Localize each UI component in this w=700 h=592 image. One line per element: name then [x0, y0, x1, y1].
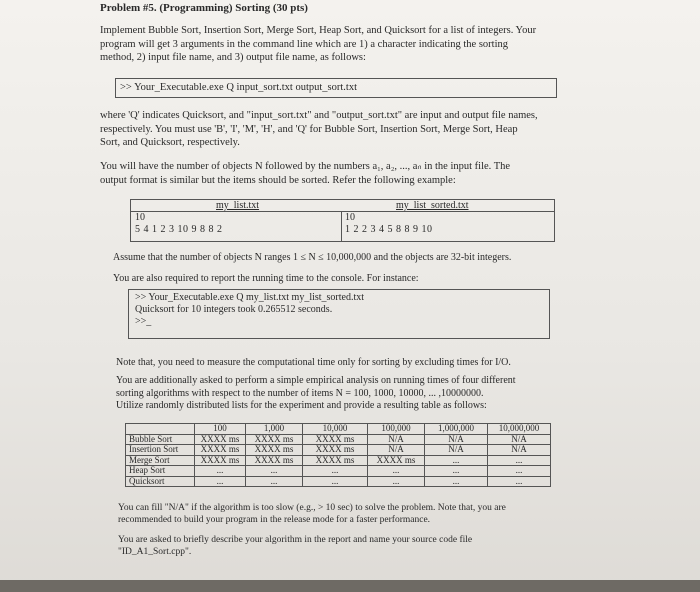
table-row [126, 455, 551, 466]
table-row [126, 466, 551, 477]
table-cell: ... [195, 466, 246, 477]
example-right-count: 10 [345, 212, 355, 223]
console-line: >>_ [135, 316, 152, 327]
describe-line: "ID_A1_Sort.cpp". [118, 546, 192, 557]
table-cell: XXXX ms [195, 445, 246, 456]
row-label: Heap Sort [126, 466, 195, 477]
command-box [115, 78, 557, 98]
table-cell: ... [195, 476, 246, 487]
row-label: Quicksort [126, 476, 195, 487]
header-cell: 1,000,000 [425, 424, 488, 435]
where-paragraph [100, 109, 538, 150]
table-cell: N/A [368, 445, 425, 456]
table-cell: N/A [425, 445, 488, 456]
console-output [135, 292, 364, 328]
additional-paragraph [116, 375, 516, 413]
additional-line: Utilize randomly distributed lists for the experiment and provide a resulting table as follows: [116, 400, 487, 411]
table-cell: XXXX ms [368, 455, 425, 466]
table-cell: ... [488, 476, 551, 487]
header-cell: 1,000 [246, 424, 303, 435]
header-cell: 100,000 [368, 424, 425, 435]
table-row [126, 445, 551, 456]
header-cell: 10,000 [303, 424, 368, 435]
table-cell: ... [246, 476, 303, 487]
fill-na-line: You can fill "N/A" if the algorithm is too slow (e.g., > 10 sec) to solve the problem. Note that, you are [118, 503, 506, 513]
row-label: Insertion Sort [126, 445, 195, 456]
example-left-values: 5 4 1 2 3 10 9 8 8 2 [135, 224, 223, 235]
table-row [126, 476, 551, 487]
describe-line: You are asked to briefly describe your algorithm in the report and name your source code file [118, 535, 473, 545]
table-cell: XXXX ms [195, 455, 246, 466]
additional-line: You are additionally asked to perform a simple empirical analysis on running times of four different [116, 375, 516, 386]
table-cell: N/A [488, 445, 551, 456]
table-cell: ... [303, 466, 368, 477]
row-label: Merge Sort [126, 455, 195, 466]
header-cell: 10,000,000 [488, 424, 551, 435]
table-cell: XXXX ms [195, 434, 246, 445]
example-header-row [131, 200, 554, 212]
console-line: >> Your_Executable.exe Q my_list.txt my_list_sorted.txt [135, 292, 365, 303]
intro-line: Implement Bubble Sort, Insertion Sort, Merge Sort, Heap Sort, and Quicksort for a list of integers. Your [100, 25, 537, 36]
fill-na-paragraph [118, 503, 506, 526]
page-edge-shadow [0, 580, 700, 592]
where-line: respectively. You must use 'B', 'I', 'M', 'H', and 'Q' for Bubble Sort, Insertion Sort, Merge Sort, Heap [100, 123, 518, 135]
table-row [126, 434, 551, 445]
intro-line: method, 2) input file name, and 3) output file name, as follows: [100, 52, 366, 63]
numbers-line: You will have the number of objects N followed by the numbers a₁, a₂, ..., aₙ in the input file. The [100, 161, 511, 172]
table-cell: XXXX ms [303, 445, 368, 456]
console-line: Quicksort for 10 integers took 0.265512 seconds. [135, 304, 333, 315]
fill-na-line: recommended to build your program in the release mode for a faster performance. [118, 514, 431, 525]
example-right-header: my_list_sorted.txt [396, 200, 469, 211]
table-cell: ... [246, 466, 303, 477]
table-cell: XXXX ms [246, 455, 303, 466]
example-left-count: 10 [135, 212, 145, 223]
numbers-paragraph [100, 160, 510, 187]
command-text: >> Your_Executable.exe Q input_sort.txt output_sort.txt [120, 82, 357, 93]
table-cell: N/A [425, 434, 488, 445]
table-cell: ... [425, 476, 488, 487]
table-cell: ... [368, 476, 425, 487]
table-cell: ... [303, 476, 368, 487]
header-cell: 100 [195, 424, 246, 435]
example-right-values: 1 2 2 3 4 5 8 8 9 10 [345, 224, 433, 235]
example-table [130, 199, 555, 242]
table-cell: ... [488, 455, 551, 466]
where-line: Sort, and Quicksort, respectively. [100, 137, 240, 148]
problem-title: Problem #5. (Programming) Sorting (30 pts) [100, 2, 308, 14]
table-cell: XXXX ms [246, 445, 303, 456]
table-cell: N/A [368, 434, 425, 445]
intro-line: program will get 3 arguments in the command line which are 1) a character indicating the sorting [100, 38, 509, 50]
table-cell: ... [368, 466, 425, 477]
intro-paragraph [100, 24, 536, 65]
table-cell: XXXX ms [246, 434, 303, 445]
table-cell: ... [488, 466, 551, 477]
table-cell: XXXX ms [303, 455, 368, 466]
table-cell: ... [425, 466, 488, 477]
additional-line: sorting algorithms with respect to the number of items N = 100, 1000, 10000, ... ,10000000. [116, 387, 484, 399]
header-cell [126, 424, 195, 435]
row-label: Bubble Sort [126, 434, 195, 445]
report-text: You are also required to report the running time to the console. For instance: [113, 273, 419, 284]
example-left-header: my_list.txt [216, 200, 260, 211]
describe-paragraph [118, 535, 472, 558]
assume-text: Assume that the number of objects N ranges 1 ≤ N ≤ 10,000,000 and the objects are 32-bit integers. [113, 252, 512, 263]
where-line: where 'Q' indicates Quicksort, and "input_sort.txt" and "output_sort.txt" are input and output file names, [100, 110, 538, 121]
table-cell: ... [425, 455, 488, 466]
results-table [125, 423, 551, 487]
console-box [128, 289, 550, 339]
note-text: Note that, you need to measure the computational time only for sorting by excluding times for I/O. [116, 357, 511, 368]
table-cell: N/A [488, 434, 551, 445]
table-cell: XXXX ms [303, 434, 368, 445]
example-divider [341, 211, 342, 241]
results-header-row [126, 424, 551, 435]
numbers-line: output format is similar but the items should be sorted. Refer the following example: [100, 174, 456, 186]
